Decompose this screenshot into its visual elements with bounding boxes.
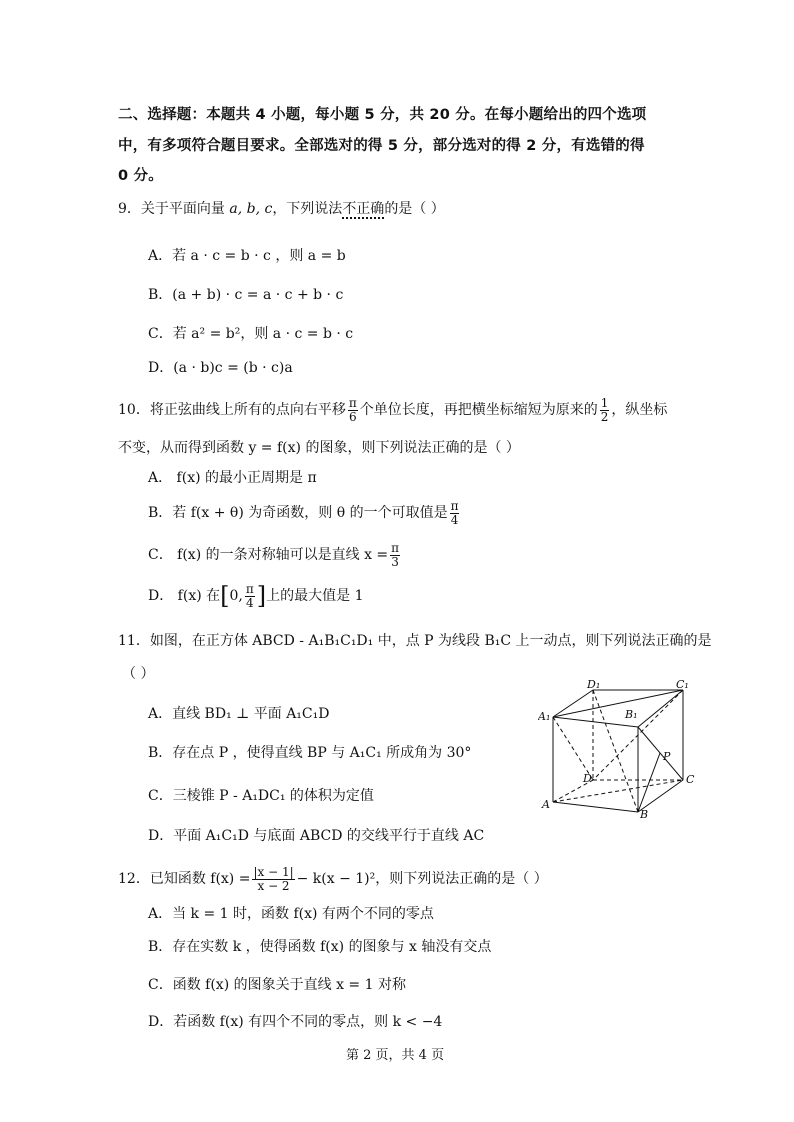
frac-numerator: π xyxy=(450,499,459,513)
label-C1: C₁ xyxy=(676,680,689,691)
q10-mid: 个单位长度，再把横坐标缩短为原来的 xyxy=(359,402,598,419)
q10-option-d xyxy=(148,582,364,610)
q12-post: − k(x − 1)²，则下列说法正确的是（ ） xyxy=(296,871,548,888)
q12-option-c: C．函数 f(x) 的图象关于直线 x = 1 对称 xyxy=(148,977,406,993)
question-11-stem-line2: （ ） xyxy=(122,666,155,682)
q12-fraction xyxy=(252,866,294,892)
frac-numerator: π xyxy=(348,396,357,410)
bracket-right: ] xyxy=(256,582,267,610)
frac-denominator: x − 2 xyxy=(257,878,290,893)
q11-option-c: C．三棱锥 P - A₁DC₁ 的体积为定值 xyxy=(148,788,374,804)
q10-fraction-1-2 xyxy=(600,397,610,423)
q10-option-c xyxy=(148,542,402,568)
frac-numerator: π xyxy=(245,581,254,596)
q12-option-b: B．存在实数 k ，使得函数 f(x) 的图象与 x 轴没有交点 xyxy=(148,939,492,955)
frac-numerator: π xyxy=(391,541,400,555)
q12-option-d: D．若函数 f(x) 有四个不同的零点，则 k < −4 xyxy=(148,1014,443,1030)
label-C: C xyxy=(686,773,695,786)
q9-option-c: C．若 a² = b²，则 a · c = b · c xyxy=(148,326,354,342)
frac-numerator: 1 xyxy=(600,396,609,410)
question-11-stem-line1: 11．如图，在正方体 ABCD - A₁B₁C₁D₁ 中，点 P 为线段 B₁C 上一动点，则下列说法正确的是 xyxy=(118,633,712,649)
hidden-A1-D xyxy=(553,717,593,780)
q9-option-b: B．(a + b) · c = a · c + b · c xyxy=(148,287,344,303)
q10-c-fraction xyxy=(390,542,400,568)
q10-option-b xyxy=(148,500,461,526)
q9-pre: 9．关于平面向量 xyxy=(118,201,230,217)
section-heading-line2: 中，有多项符合题目要求。全部选对的得 5 分，部分选对的得 2 分，有选错的得 xyxy=(118,138,645,154)
q10-b-text: B．若 f(x + θ) 为奇函数，则 θ 的一个可取值是 xyxy=(148,505,448,522)
section-heading-line1: 二、选择题：本题共 4 小题，每小题 5 分，共 20 分。在每小题给出的四个选项 xyxy=(118,107,647,123)
cube-figure xyxy=(538,680,698,820)
edge-B1-C1 xyxy=(638,690,683,727)
q9-option-a: A．若 a · c = b · c ，则 a = b xyxy=(148,248,346,264)
label-A: A xyxy=(542,798,550,811)
page-footer: 第 2 页，共 4 页 xyxy=(346,1048,445,1063)
q10-b-fraction xyxy=(450,500,460,526)
q10-post: ，纵坐标 xyxy=(611,402,668,419)
q10-d-fraction xyxy=(245,583,255,609)
edge-A-B xyxy=(553,802,638,812)
question-9-stem xyxy=(118,198,445,218)
q10-pre: 10．将正弦曲线上所有的点向右平移 xyxy=(118,402,346,419)
frac-denominator: 6 xyxy=(348,409,357,424)
bracket-left: [ xyxy=(220,582,230,610)
q10-c-text: C． f(x) 的一条对称轴可以是直线 x = xyxy=(148,547,389,564)
seg-B1-C xyxy=(638,727,683,780)
label-D: D xyxy=(583,772,592,785)
label-B: B xyxy=(640,808,649,820)
q11-option-d: D．平面 A₁C₁D 与底面 ABCD 的交线平行于直线 AC xyxy=(148,828,485,844)
q9-post: 的是（ ） xyxy=(384,201,445,217)
question-10-stem-line1 xyxy=(118,397,667,423)
q9-emphasis: 不正确 xyxy=(342,201,385,217)
q9-vectors: a, b, c xyxy=(229,201,273,217)
frac-denominator: 4 xyxy=(246,595,254,610)
q10-d-text: D． f(x) 在 xyxy=(148,588,221,604)
label-D1: D₁ xyxy=(587,680,601,691)
frac-numerator: |x − 1| xyxy=(253,865,294,879)
label-A1: A₁ xyxy=(538,710,551,723)
q9-option-d: D．(a · b)c = (b · c)a xyxy=(148,360,293,376)
q12-pre: 12．已知函数 f(x) = xyxy=(118,871,251,888)
label-P: P xyxy=(663,750,671,763)
q10-d-interval-start: 0, xyxy=(229,588,243,604)
frac-denominator: 4 xyxy=(450,512,459,527)
frac-denominator: 3 xyxy=(391,554,399,569)
q12-option-a: A．当 k = 1 时，函数 f(x) 有两个不同的零点 xyxy=(148,906,434,922)
q9-mid: ，下列说法 xyxy=(272,201,343,217)
question-12-stem xyxy=(118,866,548,892)
q10-option-a: A． f(x) 的最小正周期是 π xyxy=(148,470,317,486)
seg-B-P xyxy=(638,753,660,812)
question-10-stem-line2: 不变，从而得到函数 y = f(x) 的图象，则下列说法正确的是（ ） xyxy=(118,440,520,456)
section-heading-line3: 0 分。 xyxy=(118,168,163,184)
q11-option-a: A．直线 BD₁ ⊥ 平面 A₁C₁D xyxy=(148,706,330,722)
q10-fraction-pi-6 xyxy=(348,397,358,423)
frac-denominator: 2 xyxy=(600,409,609,424)
q11-option-b: B．存在点 P ，使得直线 BP 与 A₁C₁ 所成角为 30° xyxy=(148,745,472,761)
q10-d-post: 上的最大值是 1 xyxy=(266,588,364,604)
label-B1: B₁ xyxy=(625,708,638,721)
